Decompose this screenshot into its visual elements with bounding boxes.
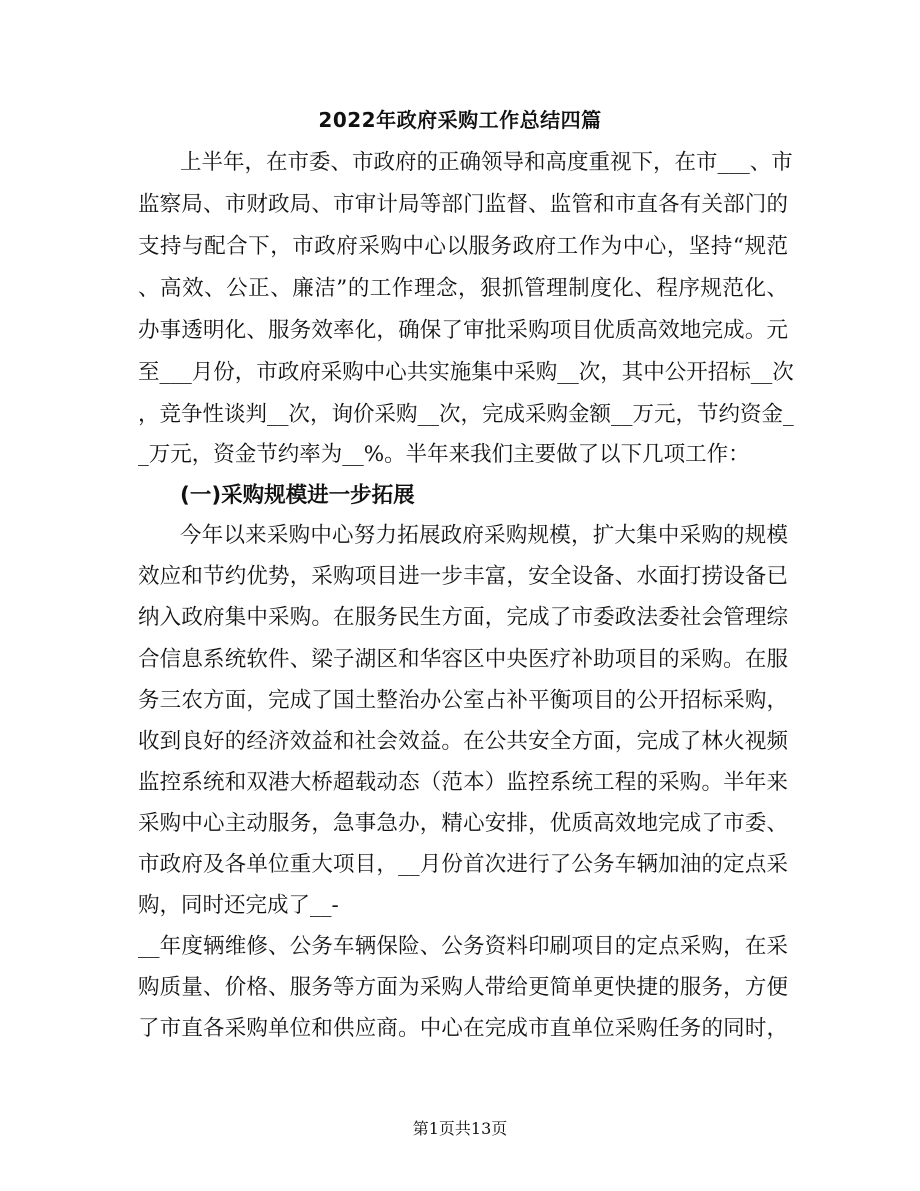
paragraph-line: 购，同时还完成了__-: [138, 893, 339, 918]
paragraph-line: 市政府及各单位重大项目，__月份首次进行了公务车辆加油的定点采: [138, 852, 788, 877]
paragraph-line: 上半年，在市委、市政府的正确领导和高度重视下，在市___、市: [180, 150, 793, 175]
paragraph-line: 了市直各采购单位和供应商。中心在完成市直单位采购任务的同时，: [138, 1016, 788, 1041]
section-heading: (一)采购规模进一步拓展: [180, 483, 415, 508]
paragraph-line: 支持与配合下，市政府采购中心以服务政府工作为中心，坚持“规范: [138, 234, 788, 259]
paragraph-line: 办事透明化、服务效率化，确保了审批采购项目优质高效地完成。元: [138, 318, 788, 343]
paragraph-line: 至___月份，市政府采购中心共实施集中采购__次，其中公开招标__次: [138, 360, 794, 385]
paragraph-line: 合信息系统软件、梁子湖区和华容区中央医疗补助项目的采购。在服: [138, 647, 788, 672]
document-title: 2022年政府采购工作总结四篇: [318, 108, 602, 132]
paragraph-line: 今年以来采购中心努力拓展政府采购规模，扩大集中采购的规模: [180, 523, 788, 548]
paragraph-line: 收到良好的经济效益和社会效益。在公共安全方面，完成了林火视频: [138, 729, 788, 754]
paragraph-line: 、高效、公正、廉洁”的工作理念，狠抓管理制度化、程序规范化、: [138, 276, 788, 301]
paragraph-line: 采购中心主动服务，急事急办，精心安排，优质高效地完成了市委、: [138, 811, 788, 836]
page-footer: 第1页共13页: [412, 1119, 508, 1138]
paragraph-line: 监察局、市财政局、市审计局等部门监督、监管和市直各有关部门的: [138, 192, 788, 217]
paragraph-line: 购质量、价格、服务等方面为采购人带给更简单更快捷的服务，方便: [138, 975, 788, 1000]
paragraph-line: 务三农方面，完成了国土整治办公室占补平衡项目的公开招标采购，: [138, 688, 788, 713]
paragraph-line: __年度辆维修、公务车辆保险、公务资料印刷项目的定点采购，在采: [138, 934, 788, 959]
paragraph-line: _万元，资金节约率为__%。半年来我们主要做了以下几项工作：: [138, 442, 750, 467]
paragraph-line: 监控系统和双港大桥超载动态（范本）监控系统工程的采购。半年来: [138, 770, 788, 795]
paragraph-line: ，竞争性谈判__次，询价采购__次，完成采购金额__万元，节约资金_: [138, 402, 794, 427]
paragraph-line: 效应和节约优势，采购项目进一步丰富，安全设备、水面打捞设备已: [138, 564, 788, 589]
paragraph-line: 纳入政府集中采购。在服务民生方面，完成了市委政法委社会管理综: [138, 605, 788, 630]
